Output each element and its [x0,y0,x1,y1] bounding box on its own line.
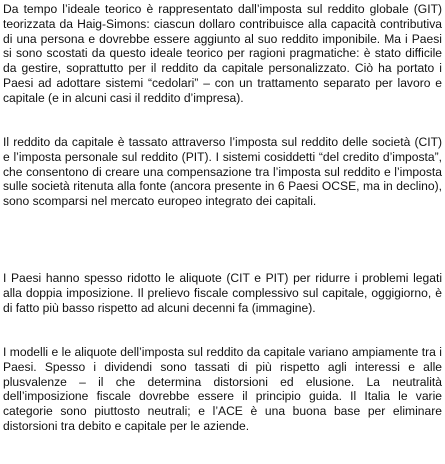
paragraph-rate-reduction: I Paesi hanno spesso ridotto le aliquote (CIT e PIT) per ridurre i problemi legati alla doppia imposizione. Il prelievo fiscale complessivo sul capitale, oggigiorno, è di fatto più basso rispetto ad alcuni decenni fa (immagine). [3,271,442,315]
paragraph-capital-income-taxation: Il reddito da capitale è tassato attraverso l’imposta sul reddito delle società (CIT) e l’imposta personale sul reddito (PIT). I sistemi cosiddetti “del credito d’imposta”, che consentono di creare una compensazione tra l’imposta sul reddito e l’imposta sulle società ritenuta alla fonte (ancora presente in 6 Paesi OCSE, ma in declino), sono scomparsi nel mercato europeo integrato dei capitali. [3,135,442,209]
paragraph-global-income-tax: Da tempo l’ideale teorico è rappresentato dall’imposta sul reddito globale (GIT) teorizzata da Haig-Simons: ciascun dollaro contribuisce alla capacità contributiva di una persona e dovrebbe essere aggiunto al suo reddito imponibile. Ma i Paesi si sono scostati da questo ideale teorico per ragioni pragmatiche: è stato difficile da gestire, soprattutto per il reddito da capitale personalizzato. Ciò ha portato i Paesi ad adottare sistemi “cedolari” – con un trattamento separato per lavoro e capitale (e in alcuni casi il reddito d’impresa). [3,2,442,105]
paragraph-models-and-rates: I modelli e le aliquote dell’imposta sul reddito da capitale variano ampiamente tra i Paesi. Spesso i dividendi sono tassati di più rispetto agli interessi e alle plusvalenze – il che determina distorsioni ed elusione. La neutralità dell’imposizione fiscale dovrebbe essere il principio guida. Il Italia le varie categorie sono piuttosto neutrali; e l’ACE è una buona base per eliminare distorsioni tra debito e capitale per le aziende. [3,345,442,433]
document-body [3,2,442,434]
